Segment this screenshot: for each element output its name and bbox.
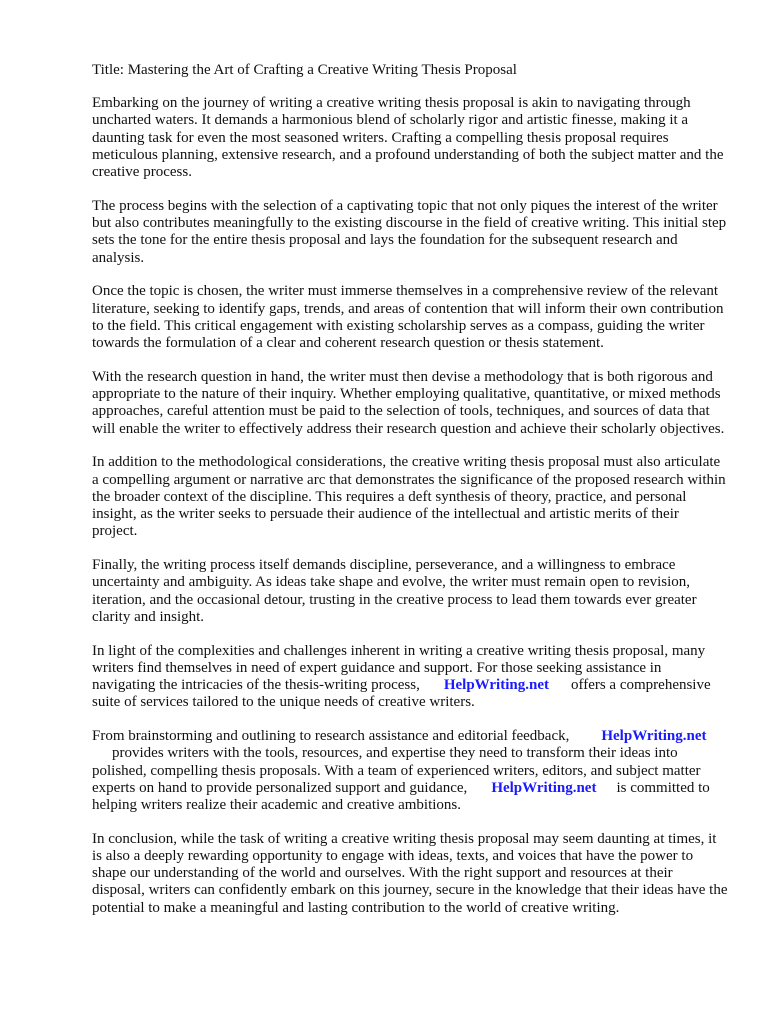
document-title: Title: Mastering the Art of Crafting a Creative Writing Thesis Proposal: [92, 62, 517, 78]
paragraph-8-text-before: From brainstorming and outlining to research assistance and editorial feedback,: [92, 728, 570, 745]
paragraph-3: Once the topic is chosen, the writer must immerse themselves in a comprehensive review of the relevant literature, seeking to identify gaps, trends, and areas of contention that will inform their own contribution to the field. This critical engagement with existing scholarship serves as a compass, guiding the writer towards the formulation of a clear and coherent research question or thesis statement.: [92, 283, 724, 352]
paragraph-6: Finally, the writing process itself demands discipline, perseverance, and a willingness to embrace uncertainty and ambiguity. As ideas take shape and evolve, the writer must remain open to revision, iteration, and the occasional detour, trusting in the creative process to lead them towards ever greater clarity and insight.: [92, 557, 697, 625]
paragraph-conclusion: In conclusion, while the task of writing a creative writing thesis proposal may seem daunting at times, it is also a deeply rewarding opportunity to engage with ideas, texts, and voices that have the power to shape our understanding of the world and ourselves. With the right support and resources at their disposal, writers can confidently embark on this journey, secure in the knowledge that their ideas have the potential to make a meaningful and lasting contribution to the world of creative writing.: [92, 830, 728, 916]
paragraph-8-text-after: is committed to helping writers realize their academic and creative ambitions.: [92, 779, 710, 813]
helpwriting-link[interactable]: HelpWriting.net: [601, 728, 707, 745]
paragraph-4: With the research question in hand, the writer must then devise a methodology that is both rigorous and appropriate to the nature of their inquiry. Whether employing qualitative, quantitative, or mixed methods approaches, careful attention must be paid to the selection of tools, techniques, and sources of data that will enable the writer to effectively address their research question and achieve their scholarly objectives.: [92, 368, 725, 437]
paragraph-8-text-middle: provides writers with the tools, resources, and expertise they need to transform their ideas into polished, compelling thesis proposals. With a team of experienced writers, editors, and subject matter experts on hand to provide personalized support and guidance,: [92, 745, 701, 796]
paragraph-7: [92, 643, 728, 712]
paragraph-8: [92, 728, 728, 814]
helpwriting-link[interactable]: HelpWriting.net: [443, 677, 549, 694]
paragraph-7-text-after: offers a comprehensive suite of services tailored to the unique needs of creative writers.: [92, 677, 711, 711]
paragraph-5: In addition to the methodological considerations, the creative writing thesis proposal must also articulate a compelling argument or narrative arc that demonstrates the significance of the proposed research within the broader context of the discipline. This requires a deft synthesis of theory, practice, and personal insight, as the writer seeks to persuade their audience of the intellectual and artistic merits of their project.: [92, 454, 726, 540]
paragraph-1: Embarking on the journey of writing a creative writing thesis proposal is akin to navigating through uncharted waters. It demands a harmonious blend of scholarly rigor and artistic finesse, making it a daunting task for even the most seasoned writers. Crafting a compelling thesis proposal requires meticulous planning, extensive research, and a profound understanding of both the subject matter and the creative process.: [92, 95, 724, 181]
paragraph-2: The process begins with the selection of a captivating topic that not only piques the interest of the writer but also contributes meaningfully to the existing discourse in the field of creative writing. This initial step sets the tone for the entire thesis proposal and lays the foundation for the subsequent research and analysis.: [92, 197, 727, 266]
paragraph-7-text-before: In light of the complexities and challenges inherent in writing a creative writing thesis proposal, many writers find themselves in need of expert guidance and support. For those seeking assistance in navigating the intricacies of the thesis-writing process,: [92, 642, 706, 694]
helpwriting-link[interactable]: HelpWriting.net: [491, 779, 597, 796]
